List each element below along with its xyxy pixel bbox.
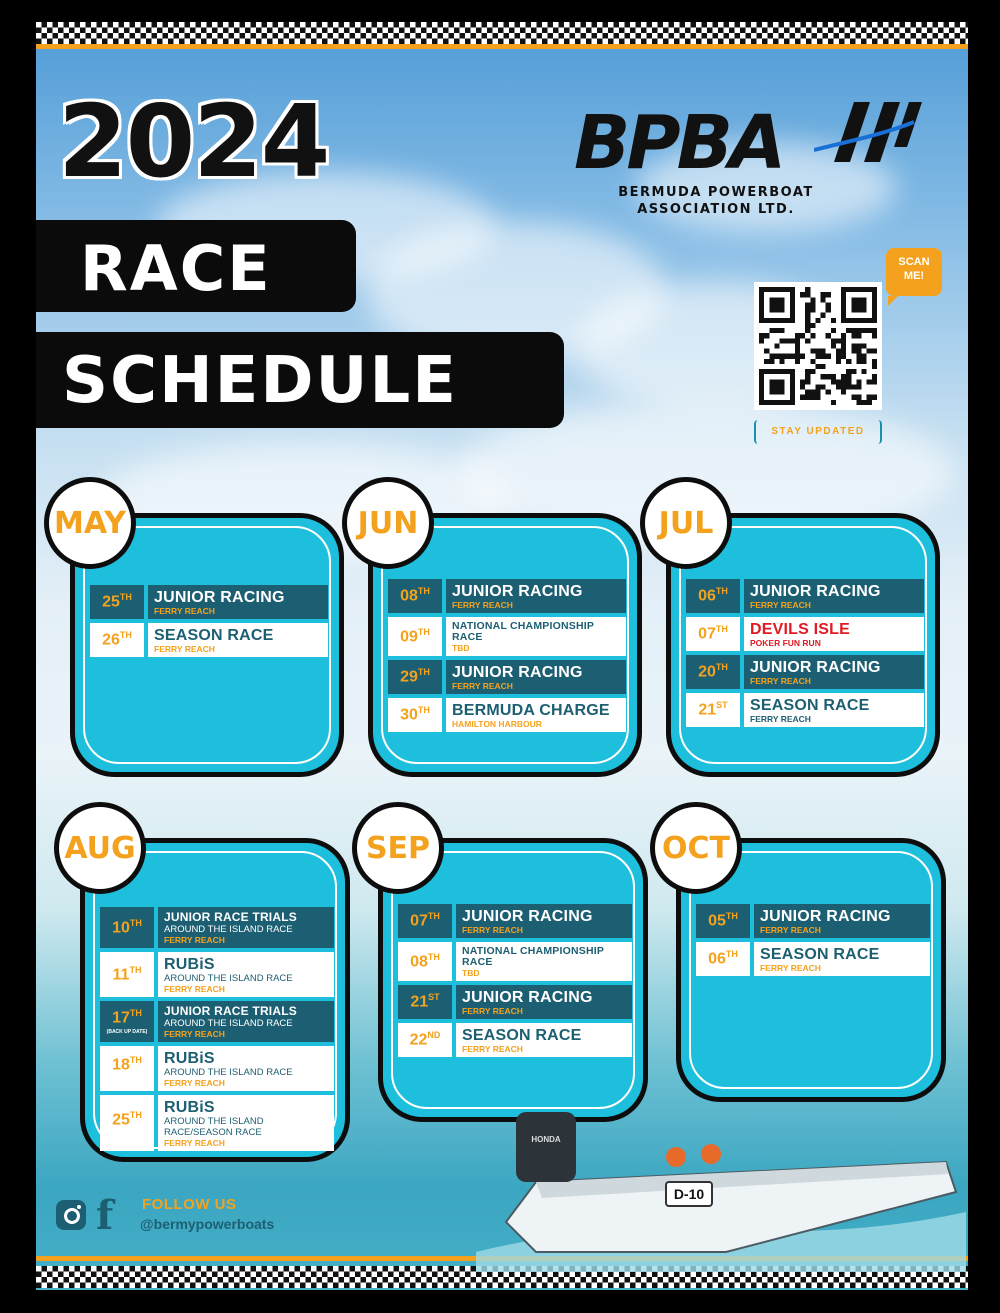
event-details bbox=[158, 952, 334, 997]
event-row bbox=[686, 617, 924, 651]
event-day-suffix: TH bbox=[129, 964, 142, 975]
event-date bbox=[696, 942, 750, 976]
scan-me-badge bbox=[886, 248, 942, 296]
social-handle[interactable]: @bermypowerboats bbox=[140, 1216, 275, 1232]
social-links bbox=[56, 1194, 316, 1242]
event-row bbox=[100, 1095, 334, 1151]
event-day: 09 bbox=[400, 628, 418, 646]
event-day: 06 bbox=[708, 950, 726, 968]
event-day: 26 bbox=[102, 631, 120, 649]
event-row bbox=[388, 660, 626, 694]
month-card-jul bbox=[640, 477, 940, 777]
event-date bbox=[90, 623, 144, 657]
event-details bbox=[744, 579, 924, 613]
event-details bbox=[754, 942, 930, 976]
event-details bbox=[456, 1023, 632, 1057]
event-location: FERRY REACH bbox=[154, 644, 215, 654]
event-title: JUNIOR RACING bbox=[760, 908, 891, 925]
event-details bbox=[456, 904, 632, 938]
month-card-may bbox=[44, 477, 344, 777]
backup-date-note: (BACK UP DATE) bbox=[106, 1130, 148, 1137]
event-day: 21 bbox=[698, 701, 717, 719]
scan-label-2: ME! bbox=[903, 270, 925, 282]
event-day: 07 bbox=[698, 625, 716, 643]
event-details bbox=[456, 942, 632, 981]
event-subtitle: AROUND THE ISLAND RACE bbox=[164, 1067, 293, 1078]
event-title: RUBiS bbox=[164, 1099, 215, 1116]
logo-org-line2: ASSOCIATION LTD. bbox=[637, 202, 795, 217]
event-row bbox=[90, 585, 328, 619]
boat-number: D-10 bbox=[673, 1186, 705, 1202]
event-date bbox=[686, 655, 740, 689]
event-row bbox=[90, 623, 328, 657]
event-date bbox=[398, 904, 452, 938]
event-day-suffix: TH bbox=[417, 586, 430, 597]
event-date bbox=[100, 907, 154, 948]
event-date bbox=[388, 579, 442, 613]
event-day-suffix: TH bbox=[129, 1055, 142, 1066]
event-location: POKER FUN RUN bbox=[750, 638, 821, 648]
logo-mark: BPBA bbox=[574, 100, 783, 186]
event-date bbox=[696, 904, 750, 938]
event-title: JUNIOR RACING bbox=[462, 989, 593, 1006]
event-day: 17 bbox=[112, 1009, 130, 1027]
event-title: JUNIOR RACING bbox=[462, 908, 593, 925]
event-location: TBD bbox=[462, 968, 480, 978]
facebook-icon[interactable]: f bbox=[96, 1192, 114, 1239]
event-day: 22 bbox=[409, 1031, 428, 1049]
event-day: 05 bbox=[708, 912, 726, 930]
event-date bbox=[388, 698, 442, 732]
event-title: BERMUDA CHARGE bbox=[452, 702, 610, 719]
event-title: SEASON RACE bbox=[760, 946, 880, 963]
event-details bbox=[148, 623, 328, 657]
month-label: JUL bbox=[640, 477, 732, 569]
event-location: FERRY REACH bbox=[462, 1006, 523, 1016]
event-title: SEASON RACE bbox=[750, 697, 870, 714]
event-title: NATIONAL CHAMPIONSHIP RACE bbox=[462, 945, 604, 968]
event-row bbox=[696, 942, 930, 976]
engine-brand: HONDA bbox=[531, 1135, 561, 1144]
event-subtitle: AROUND THE ISLAND RACE bbox=[164, 1018, 293, 1029]
month-card-oct bbox=[650, 802, 946, 1102]
event-day: 21 bbox=[410, 993, 429, 1011]
event-subtitle: AROUND THE ISLAND RACE bbox=[164, 973, 293, 984]
event-title: SEASON RACE bbox=[462, 1027, 582, 1044]
event-row bbox=[100, 952, 334, 997]
event-day-suffix: TH bbox=[417, 667, 430, 678]
event-details bbox=[158, 1095, 334, 1151]
event-day-suffix: TH bbox=[129, 1109, 142, 1120]
event-list bbox=[388, 579, 626, 736]
event-row bbox=[686, 655, 924, 689]
event-row bbox=[100, 1001, 334, 1042]
event-title: JUNIOR RACING bbox=[750, 583, 881, 600]
event-day-suffix: ST bbox=[428, 992, 440, 1003]
event-day-suffix: TH bbox=[715, 624, 728, 635]
event-location: FERRY REACH bbox=[164, 1078, 225, 1088]
event-row bbox=[686, 693, 924, 727]
instagram-icon[interactable] bbox=[56, 1200, 86, 1230]
event-location: FERRY REACH bbox=[462, 1044, 523, 1054]
event-details bbox=[158, 907, 334, 948]
event-details bbox=[148, 585, 328, 619]
event-details bbox=[744, 617, 924, 651]
event-day-suffix: TH bbox=[417, 705, 430, 716]
event-day-suffix: TH bbox=[427, 951, 440, 962]
event-day-suffix: TH bbox=[725, 911, 738, 922]
event-day: 18 bbox=[112, 1056, 130, 1074]
event-date bbox=[100, 952, 154, 997]
year-heading: 2024 bbox=[58, 83, 329, 200]
event-list bbox=[100, 907, 334, 1155]
event-row bbox=[388, 579, 626, 613]
event-row bbox=[696, 904, 930, 938]
orange-stripe-top bbox=[36, 44, 968, 49]
event-list bbox=[696, 904, 930, 980]
event-date bbox=[100, 1046, 154, 1091]
event-location: FERRY REACH bbox=[154, 606, 215, 616]
event-date bbox=[398, 1023, 452, 1057]
event-location: FERRY REACH bbox=[164, 935, 225, 945]
event-details bbox=[158, 1046, 334, 1091]
event-list bbox=[90, 585, 328, 661]
title-race: RACE bbox=[36, 220, 356, 312]
event-date bbox=[686, 617, 740, 651]
event-day: 25 bbox=[112, 1111, 130, 1129]
event-day-suffix: TH bbox=[119, 592, 132, 603]
event-day: 29 bbox=[400, 668, 418, 686]
event-date bbox=[100, 1095, 154, 1151]
event-title: DEVILS ISLE bbox=[750, 621, 850, 638]
backup-date-note: (BACK UP DATE) bbox=[106, 1028, 148, 1035]
poster bbox=[36, 22, 968, 1290]
event-list bbox=[398, 904, 632, 1061]
event-location: FERRY REACH bbox=[760, 963, 821, 973]
event-day-suffix: TH bbox=[715, 586, 728, 597]
event-details bbox=[446, 579, 626, 613]
month-label: SEP bbox=[352, 802, 444, 894]
event-day: 06 bbox=[698, 587, 716, 605]
event-location: FERRY REACH bbox=[750, 714, 811, 724]
event-day: 08 bbox=[410, 953, 428, 971]
event-title: SEASON RACE bbox=[154, 627, 274, 644]
event-details bbox=[446, 698, 626, 732]
event-day-suffix: TH bbox=[417, 626, 430, 637]
event-date bbox=[398, 942, 452, 981]
title-schedule: SCHEDULE bbox=[36, 332, 564, 428]
event-day: 08 bbox=[400, 587, 418, 605]
powerboat-image bbox=[476, 1102, 966, 1272]
month-card-aug bbox=[54, 802, 350, 1162]
event-location: FERRY REACH bbox=[452, 600, 513, 610]
event-location: FERRY REACH bbox=[452, 681, 513, 691]
event-title: JUNIOR RACING bbox=[452, 664, 583, 681]
month-label: MAY bbox=[44, 477, 136, 569]
event-location: HAMILTON HARBOUR bbox=[452, 719, 542, 729]
event-title: RUBiS bbox=[164, 956, 215, 973]
event-day-suffix: TH bbox=[715, 662, 728, 673]
bpba-logo bbox=[574, 92, 914, 222]
event-date bbox=[398, 985, 452, 1019]
checkered-border-top bbox=[36, 22, 968, 44]
event-details bbox=[744, 655, 924, 689]
logo-org-line1: BERMUDA POWERBOAT bbox=[618, 185, 814, 200]
event-location: FERRY REACH bbox=[462, 925, 523, 935]
month-label: OCT bbox=[650, 802, 742, 894]
event-day-suffix: TH bbox=[129, 917, 142, 928]
event-day: 10 bbox=[112, 919, 130, 937]
qr-code[interactable] bbox=[754, 282, 882, 410]
month-label: JUN bbox=[342, 477, 434, 569]
event-title: NATIONAL CHAMPIONSHIP RACE bbox=[452, 620, 594, 643]
event-date bbox=[388, 660, 442, 694]
event-location: TBD bbox=[452, 643, 470, 653]
event-location: FERRY REACH bbox=[164, 984, 225, 994]
event-title: JUNIOR RACING bbox=[750, 659, 881, 676]
event-day: 20 bbox=[698, 663, 716, 681]
event-title: JUNIOR RACING bbox=[452, 583, 583, 600]
event-details bbox=[456, 985, 632, 1019]
event-date bbox=[686, 693, 740, 727]
event-row bbox=[100, 1046, 334, 1091]
event-day-suffix: TH bbox=[725, 949, 738, 960]
event-title: RUBiS bbox=[164, 1050, 215, 1067]
event-title: JUNIOR RACING bbox=[154, 589, 285, 606]
event-title: JUNIOR RACE TRIALS bbox=[164, 1004, 297, 1018]
logo-org-name bbox=[586, 184, 846, 218]
event-day-suffix: ND bbox=[427, 1030, 441, 1041]
event-date bbox=[90, 585, 144, 619]
event-location: FERRY REACH bbox=[750, 600, 811, 610]
event-location: FERRY REACH bbox=[164, 1029, 225, 1039]
event-subtitle: AROUND THE ISLAND RACE/SEASON RACE bbox=[164, 1116, 264, 1138]
checkered-flag-icon bbox=[814, 92, 924, 172]
backup-date-note: (BACK UP DATE) bbox=[106, 1075, 148, 1082]
event-day-suffix: TH bbox=[119, 630, 132, 641]
event-row bbox=[398, 904, 632, 938]
event-row bbox=[398, 985, 632, 1019]
event-row bbox=[100, 907, 334, 948]
stay-updated-caption: STAY UPDATED bbox=[754, 420, 882, 444]
event-details bbox=[446, 617, 626, 656]
follow-us-label: FOLLOW US bbox=[142, 1196, 237, 1213]
event-location: FERRY REACH bbox=[164, 1138, 225, 1148]
scan-label-1: SCAN bbox=[898, 256, 930, 268]
event-details bbox=[158, 1001, 334, 1042]
event-location: FERRY REACH bbox=[750, 676, 811, 686]
event-list bbox=[686, 579, 924, 731]
month-label: AUG bbox=[54, 802, 146, 894]
event-day: 11 bbox=[112, 966, 130, 984]
event-day: 30 bbox=[400, 706, 418, 724]
event-date bbox=[686, 579, 740, 613]
event-day-suffix: TH bbox=[427, 911, 440, 922]
event-day-suffix: ST bbox=[716, 700, 728, 711]
event-location: FERRY REACH bbox=[760, 925, 821, 935]
event-date bbox=[100, 1001, 154, 1042]
event-row bbox=[398, 942, 632, 981]
event-title: JUNIOR RACE TRIALS bbox=[164, 910, 297, 924]
month-card-jun bbox=[342, 477, 642, 777]
event-day-suffix: TH bbox=[129, 1008, 142, 1019]
event-details bbox=[754, 904, 930, 938]
event-row bbox=[388, 698, 626, 732]
event-row bbox=[398, 1023, 632, 1057]
event-details bbox=[446, 660, 626, 694]
event-details bbox=[744, 693, 924, 727]
event-row bbox=[388, 617, 626, 656]
month-card-sep bbox=[352, 802, 648, 1122]
event-subtitle: AROUND THE ISLAND RACE bbox=[164, 924, 293, 935]
event-day: 07 bbox=[410, 912, 428, 930]
event-date bbox=[388, 617, 442, 656]
event-day: 25 bbox=[102, 593, 120, 611]
event-row bbox=[686, 579, 924, 613]
